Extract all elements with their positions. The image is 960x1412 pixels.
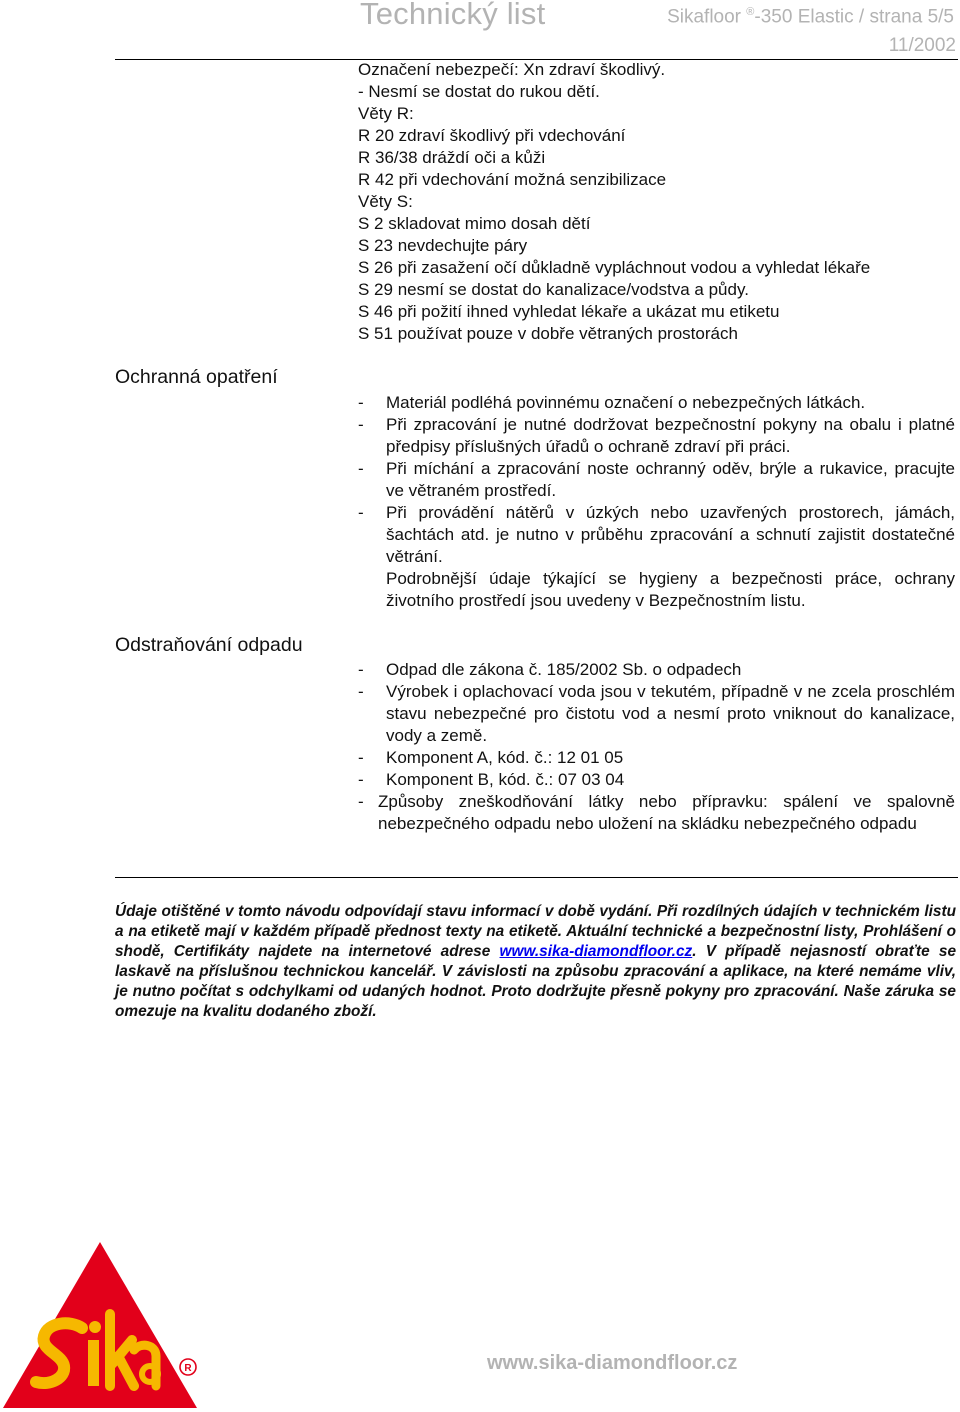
sika-logo [0,1236,206,1412]
registered-mark: ® [746,6,755,18]
section-heading-protective: Ochranná opatření [115,366,278,388]
footer-divider [115,877,958,878]
product-page-label [667,6,954,28]
hazard-line: R 36/38 dráždí oči a kůži [358,148,546,167]
hazard-line: Věty R: [358,104,414,123]
protective-list [358,392,955,612]
page-title: Technický list [360,0,546,31]
hazard-labeling [358,59,870,345]
hazard-line: S 29 nesmí se dostat do kanalizace/vodstva a půdy. [358,280,749,299]
waste-list [358,659,955,835]
section-heading-waste: Odstraňování odpadu [115,634,303,656]
hazard-line: Označení nebezpečí: Xn zdraví škodlivý. [358,60,666,79]
registered-letter: R [184,1363,192,1374]
hazard-line: S 46 při požití ihned vyhledat lékaře a ukázat mu etiketu [358,302,780,321]
hazard-line: S 51 používat pouze v dobře větraných prostorách [358,324,738,343]
list-item: - Při míchání a zpracování noste ochranný oděv, brýle a rukavice, pracujte ve větraném prostředí. [358,459,955,500]
logo-letter-i [88,1340,99,1386]
hazard-line: Věty S: [358,192,413,211]
product-suffix: -350 Elastic / strana 5/5 [754,6,954,28]
list-item: - Při zpracování je nutné dodržovat bezpečnostní pokyny na obalu i platné předpisy příslušných úřadů o ochraně zdraví při práci. [358,415,955,456]
hazard-line: S 26 při zasažení očí důkladně vypláchnout vodou a vyhledat lékaře [358,258,871,277]
list-item: - Materiál podléhá povinnému označení o nebezpečných látkách. [358,393,866,412]
document-date: 11/2002 [888,35,956,56]
footer-url: www.sika-diamondfloor.cz [487,1352,738,1374]
list-item: - Komponent B, kód. č.: 07 03 04 [358,770,625,789]
list-item: - Výrobek i oplachovací voda jsou v tekutém, případně v ne zcela proschlém stavu nebezpečné pro čistotu vod a nesmí proto vniknout do kanalizace, vody a země. [358,682,955,745]
logo-dot [89,1321,101,1333]
list-item: - Při provádění nátěrů v úzkých nebo uzavřených prostorech, jámách, šachtách atd. je nutno v průběhu zpracování a schnutí zajistit dostatečné větrání. [358,503,955,566]
hazard-line: S 23 nevdechujte páry [358,236,528,255]
list-item: - Způsoby zneškodňování látky nebo přípravku: spálení ve spalovně nebezpečného odpadu nebo uložení na skládku nebezpečného odpadu [358,792,955,833]
product-name: Sikafloor [667,6,741,28]
hazard-line: R 20 zdraví škodlivý při vdechování [358,126,626,145]
protective-note: Podrobnější údaje týkající se hygieny a bezpečnosti práce, ochrany životního prostředí jsou uvedeny v Bezpečnostním listu. [386,569,955,610]
list-item: - Komponent A, kód. č.: 12 01 05 [358,748,624,767]
hazard-line: - Nesmí se dostat do rukou dětí. [358,82,600,101]
disclaimer: Údaje otištěné v tomto návodu odpovídají stavu informací v době vydání. Při rozdílných údajích v technickém listu a na etiketě mají v každém případě přednost texty na etiketě. Aktuální technické a bezpečnostní listy, Prohlášení o shodě, Certifikáty najdete na internetové adrese www.sika-diamondfloor.cz. V případě nejasností obraťte se laskavě na příslušnou technickou kancelář. V závislosti na způsobu zpracování a aplikace, na které nemáme vliv, je nutno počítat s odchylkami od udaných hodnot. Proto dodržujte přesně pokyny pro zpracování. Naše záruka se omezuje na kvalitu dodaného zboží. [115,903,956,1020]
hazard-line: R 42 při vdechování možná senzibilizace [358,170,667,189]
hazard-line: S 2 skladovat mimo dosah dětí [358,214,591,233]
website-link[interactable]: www.sika-diamondfloor.cz [499,943,693,960]
list-item: - Odpad dle zákona č. 185/2002 Sb. o odpadech [358,660,742,679]
